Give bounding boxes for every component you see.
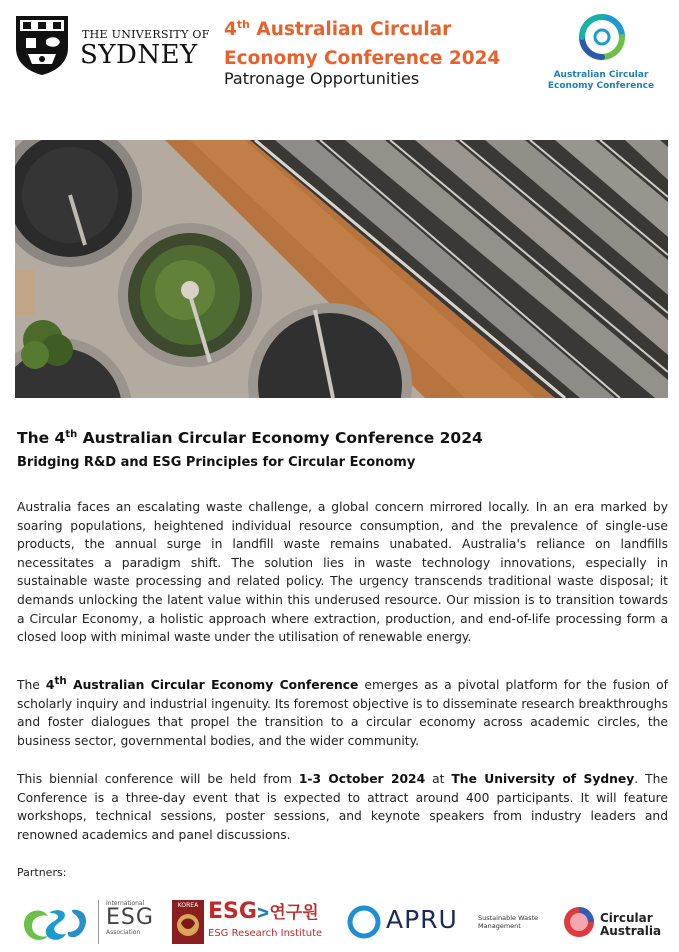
apru-ring-icon — [346, 904, 382, 940]
section-title: The 4th Australian Circular Economy Conference 2024 — [17, 429, 483, 448]
university-big-text: SYDNEY — [80, 40, 198, 70]
partners-logo-row — [0, 896, 679, 952]
acec-logo-text: Australian Circular Economy Conference — [547, 70, 655, 91]
circular-australia-icon — [562, 902, 596, 942]
conference-title: 4th Australian Circular Economy Conference 2024 — [224, 18, 501, 70]
university-small-text: THE UNIVERSITY OF — [82, 28, 210, 41]
chevron-mark-icon: ᐳ — [256, 906, 270, 922]
section-subtitle: Bridging R&D and ESG Principles for Circular Economy — [17, 455, 416, 470]
conference-paragraph: The 4th Australian Circular Economy Conference emerges as a pivotal platform for the fusion of scholarly inquiry and industrial ingenuity. Its foremost objective is to disseminate research breakthroughs and foster dialogues that propel the transition to a circular economy across academic circles, the business sector, governmental bodies, and the wider community. — [17, 675, 668, 748]
university-crest-icon — [14, 14, 70, 76]
event-details-paragraph: This biennial conference will be held from 1-3 October 2024 at The University of Sydney. The Conference is a three-day event that is expected to attract around 400 participants. It will feature workshops, technical sessions, poster sessions, and keynote speakers from industry leaders and renowned academics and panel discussions. — [17, 772, 668, 842]
page-header — [0, 0, 679, 130]
partner-divider — [98, 900, 99, 944]
conference-subtitle: Patronage Opportunities — [224, 69, 420, 88]
wastewater-plant-illustration — [15, 140, 668, 398]
esg-research-institute-logo[interactable]: ESGᐳ연구원 ESG Research Institute — [208, 899, 323, 939]
esg-association-mark-icon[interactable] — [20, 902, 92, 946]
sustainable-waste-management-logo[interactable]: Sustainable Waste Management — [478, 914, 538, 930]
circular-swirl-icon — [579, 14, 625, 60]
university-of-sydney-logo[interactable] — [14, 14, 210, 76]
acec-logo[interactable] — [546, 14, 656, 94]
partners-label: Partners: — [17, 866, 67, 879]
circular-australia-logo[interactable]: Circular Australia — [600, 911, 662, 938]
korea-esg-emblem-icon[interactable]: KOREA — [172, 900, 204, 944]
tiger-emblem-icon — [172, 909, 204, 941]
apru-logo[interactable]: APRU — [386, 905, 458, 934]
intro-paragraph: Australia faces an escalating waste challenge, a global concern mirrored locally. In an era marked by soaring populations, heightened individual resource consumption, and the prevalence of single-use products, the annual surge in landfill waste remains unabated. Australia's reliance on landfills necessitates a paradigm shift. The solution lies in waste technology innovations, especially in sustainable waste processing and related policy. The urgency transcends traditional waste disposal; it demands unlocking the latent value within this underused resource. Our mission is to transition towards a Circular Economy, a holistic approach where extraction, production, and end-of-life processing form a closed loop with minimal waste under the utilisation of renewable energy. — [17, 500, 668, 645]
hero-image — [15, 140, 668, 398]
iesg-text-logo[interactable]: International ESG Association — [106, 900, 154, 936]
